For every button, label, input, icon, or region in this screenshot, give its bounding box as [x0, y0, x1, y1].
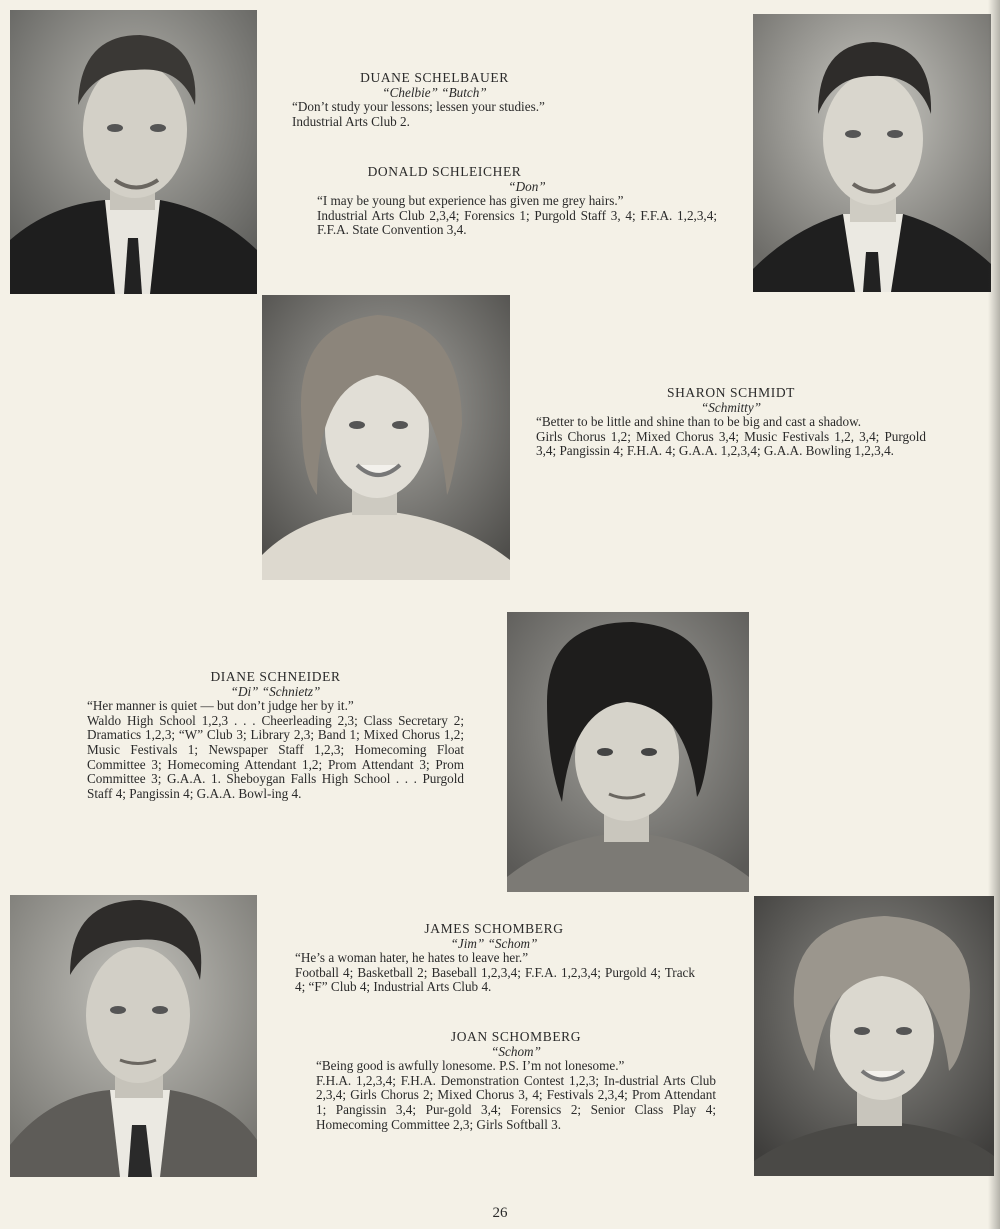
student-name: DUANE SCHELBAUER — [360, 70, 509, 85]
student-name: DONALD SCHLEICHER — [367, 164, 522, 179]
student-name: JOAN SCHOMBERG — [450, 1029, 582, 1044]
student-quote: “Being good is awfully lonesome. P.S. I’m not lonesome.” — [316, 1058, 625, 1074]
student-nickname: “Schmitty” — [700, 399, 762, 415]
student-name: SHARON SCHMIDT — [666, 385, 796, 400]
student-quote: “He’s a woman hater, he hates to leave her.” — [295, 950, 529, 966]
bio-diane-schneider — [87, 670, 464, 801]
portrait-photo-diane-schneider — [507, 612, 749, 892]
student-quote: “Don’t study your lessons; lessen your studies.” — [292, 99, 545, 115]
page-edge-shadow — [988, 0, 1000, 1229]
portrait-photo-joan-schomberg — [754, 896, 994, 1176]
student-nickname: “Schom” — [491, 1043, 541, 1059]
student-quote: “I may be young but experience has given me grey hairs.” — [317, 193, 624, 209]
bio-donald-schleicher — [317, 165, 717, 238]
student-name: JAMES SCHOMBERG — [424, 921, 564, 936]
student-name: DIANE SCHNEIDER — [210, 669, 341, 684]
page-number: 26 — [492, 1205, 508, 1221]
student-quote: “Her manner is quiet — but don’t judge her by it.” — [87, 698, 354, 714]
student-activities: Industrial Arts Club 2,3,4; Forensics 1; Purgold Staff 3, 4; F.F.A. 1,2,3,4; F.F.A. State Convention 3,4. — [317, 207, 717, 238]
bio-duane-schelbauer — [292, 71, 722, 129]
student-nickname: “Di” “Schnietz” — [230, 683, 321, 699]
portrait-photo-duane-schelbauer — [10, 10, 257, 294]
student-activities: Industrial Arts Club 2. — [292, 113, 410, 129]
bio-joan-schomberg — [316, 1030, 716, 1132]
student-activities: Girls Chorus 1,2; Mixed Chorus 3,4; Music Festivals 1,2, 3,4; Purgold 3,4; Pangissin 4; F.H.A. 4; G.A.A. 1,2,3,4; G.A.A. Bowling 1,2,3,4. — [536, 428, 926, 459]
portrait-photo-james-schomberg — [10, 895, 257, 1177]
student-quote: “Better to be little and shine than to be big and cast a shadow. — [536, 414, 862, 430]
student-nickname: “Jim” “Schom” — [450, 935, 538, 951]
student-nickname: “Don” — [508, 178, 546, 194]
student-nickname: “Chelbie” “Butch” — [382, 84, 487, 100]
bio-james-schomberg — [295, 922, 695, 995]
student-activities: Football 4; Basketball 2; Baseball 1,2,3,4; F.F.A. 1,2,3,4; Purgold 4; Track 4; “F” Club 4; Industrial Arts Club 4. — [295, 964, 695, 995]
student-activities: Waldo High School 1,2,3 . . . Cheerleading 2,3; Class Secretary 2; Dramatics 1,2,3; “W” Club 3; Library 2,3; Band 1; Mixed Chorus 1,2; Music Festivals 1; Newspaper Staff 1,2,3; Homecoming Float Committee 3; Homecoming Attendant 1,2; Prom Attendant 3; Prom Committee 3; G.A.A. 1. Sheboygan Falls High School . . . Purgold Staff 4; Pangissin 4; G.A.A. Bowl-ing 4. — [87, 712, 464, 801]
bio-sharon-schmidt — [536, 386, 926, 459]
student-activities: F.H.A. 1,2,3,4; F.H.A. Demonstration Contest 1,2,3; In-dustrial Arts Club 2,3,4; Girls Chorus 2; Mixed Chorus 3, 4; Festivals 2,3,4; Prom Attendant 1; Pangissin 3,4; Pur-gold 3,4; Forensics 2; Senior Class Play 4; Homecoming Committee 2,3; Girls Softball 3. — [316, 1072, 716, 1132]
portrait-photo-sharon-schmidt — [262, 295, 510, 580]
portrait-photo-donald-schleicher — [753, 14, 991, 292]
